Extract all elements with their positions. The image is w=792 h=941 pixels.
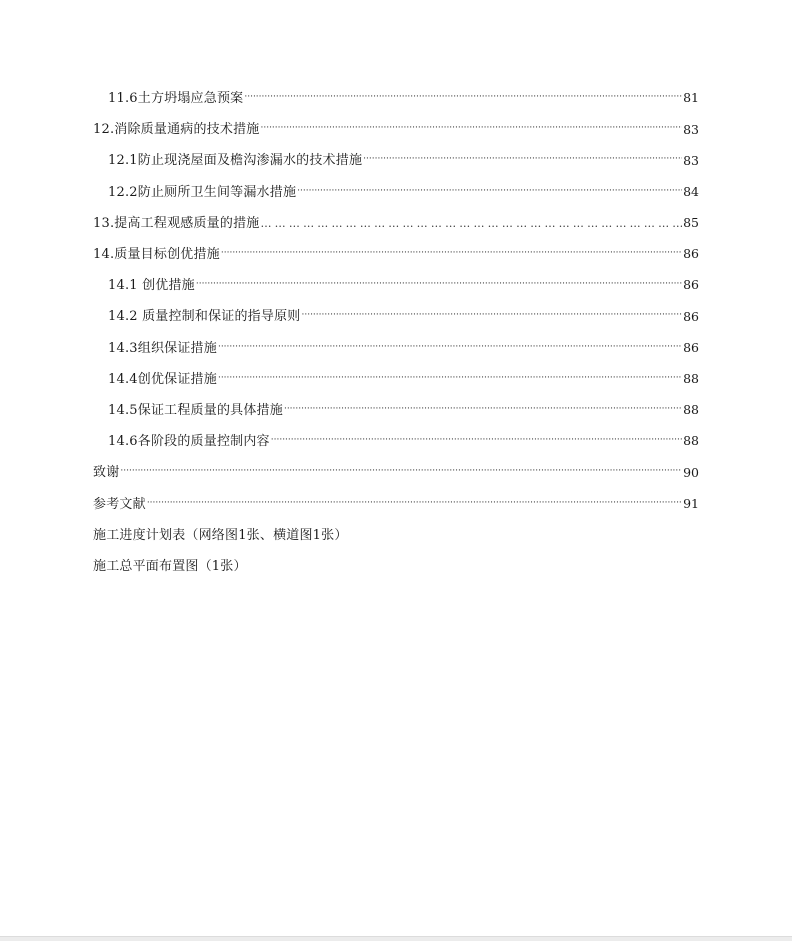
- toc-entry-page: 83: [683, 152, 699, 168]
- toc-entry-title: 致谢: [93, 465, 120, 481]
- toc-entry-page: 81: [683, 90, 699, 106]
- toc-entry-title: 施工进度计划表（网络图1张、横道图1张）: [93, 527, 348, 543]
- toc-leader-dots: [218, 374, 682, 387]
- toc-entry-page: 84: [683, 183, 699, 199]
- toc-entry-page: 88: [683, 433, 699, 449]
- toc-leader-dots: [218, 343, 682, 356]
- toc-entry-title: 施工总平面布置图（1张）: [93, 558, 247, 574]
- toc-entry[interactable]: [93, 457, 699, 488]
- toc-entry-title: 14.1 创优措施: [108, 278, 195, 294]
- toc-entry-title: 14.4创优保证措施: [108, 371, 217, 387]
- toc-entry-page: 86: [683, 246, 699, 262]
- toc-entry[interactable]: [93, 364, 699, 395]
- toc-entry[interactable]: [93, 208, 699, 239]
- toc-leader-dots: [221, 249, 682, 262]
- toc-leader-dots: [196, 280, 682, 293]
- page-bottom-edge: [0, 936, 792, 941]
- toc-entry[interactable]: [93, 333, 699, 364]
- toc-entry[interactable]: [93, 145, 699, 176]
- toc-entry-title: 14.2 质量控制和保证的指导原则: [108, 309, 301, 325]
- toc-entry-title: 13.提高工程观感质量的措施: [93, 215, 260, 231]
- toc-entry-page: 86: [683, 339, 699, 355]
- toc-entry[interactable]: [93, 488, 699, 519]
- toc-leader-dots: [244, 93, 682, 106]
- toc-entry[interactable]: [93, 177, 699, 208]
- toc-entry-page: 86: [683, 308, 699, 324]
- toc-leader-dots: [147, 499, 682, 512]
- toc-entry-page: 86: [683, 277, 699, 293]
- toc-entry-page: 88: [683, 402, 699, 418]
- toc-entry-title: 14.6各阶段的质量控制内容: [108, 434, 270, 450]
- toc-entry[interactable]: [93, 426, 699, 457]
- toc-entry[interactable]: [93, 520, 699, 551]
- toc-entry-title: 12.1防止现浇屋面及檐沟渗漏水的技术措施: [108, 153, 363, 169]
- toc-entry-title: 14.质量目标创优措施: [93, 247, 220, 263]
- toc-entry-page: 83: [683, 121, 699, 137]
- toc-entry[interactable]: [93, 395, 699, 426]
- toc-entry[interactable]: [93, 239, 699, 270]
- toc-leader-dots: [260, 218, 682, 231]
- toc-entry-page: 85: [683, 215, 699, 231]
- toc-entry-title: 12.2防止厕所卫生间等漏水措施: [108, 184, 297, 200]
- toc-leader-dots: [120, 467, 682, 480]
- toc-entry-title: 11.6土方坍塌应急预案: [108, 91, 244, 107]
- toc-entry[interactable]: [93, 114, 699, 145]
- toc-entry[interactable]: [93, 270, 699, 301]
- toc-leader-dots: [363, 155, 682, 168]
- toc-entry[interactable]: [93, 551, 699, 582]
- toc-entry-page: 90: [683, 464, 699, 480]
- toc-entry-page: 88: [683, 371, 699, 387]
- toc-entry[interactable]: [93, 83, 699, 114]
- toc-entry-title: 参考文献: [93, 496, 146, 512]
- toc-leader-dots: [284, 405, 682, 418]
- toc-entry[interactable]: [93, 301, 699, 332]
- toc-entry-title: 12.消除质量通病的技术措施: [93, 122, 260, 138]
- toc-entry-title: 14.5保证工程质量的具体措施: [108, 402, 283, 418]
- toc-leader-dots: [297, 187, 682, 200]
- toc-leader-dots: [301, 311, 682, 324]
- toc-entry-page: 91: [683, 495, 699, 511]
- toc-entry-title: 14.3组织保证措施: [108, 340, 217, 356]
- toc-leader-dots: [271, 436, 682, 449]
- toc-leader-dots: [260, 124, 682, 137]
- table-of-contents: [93, 83, 699, 582]
